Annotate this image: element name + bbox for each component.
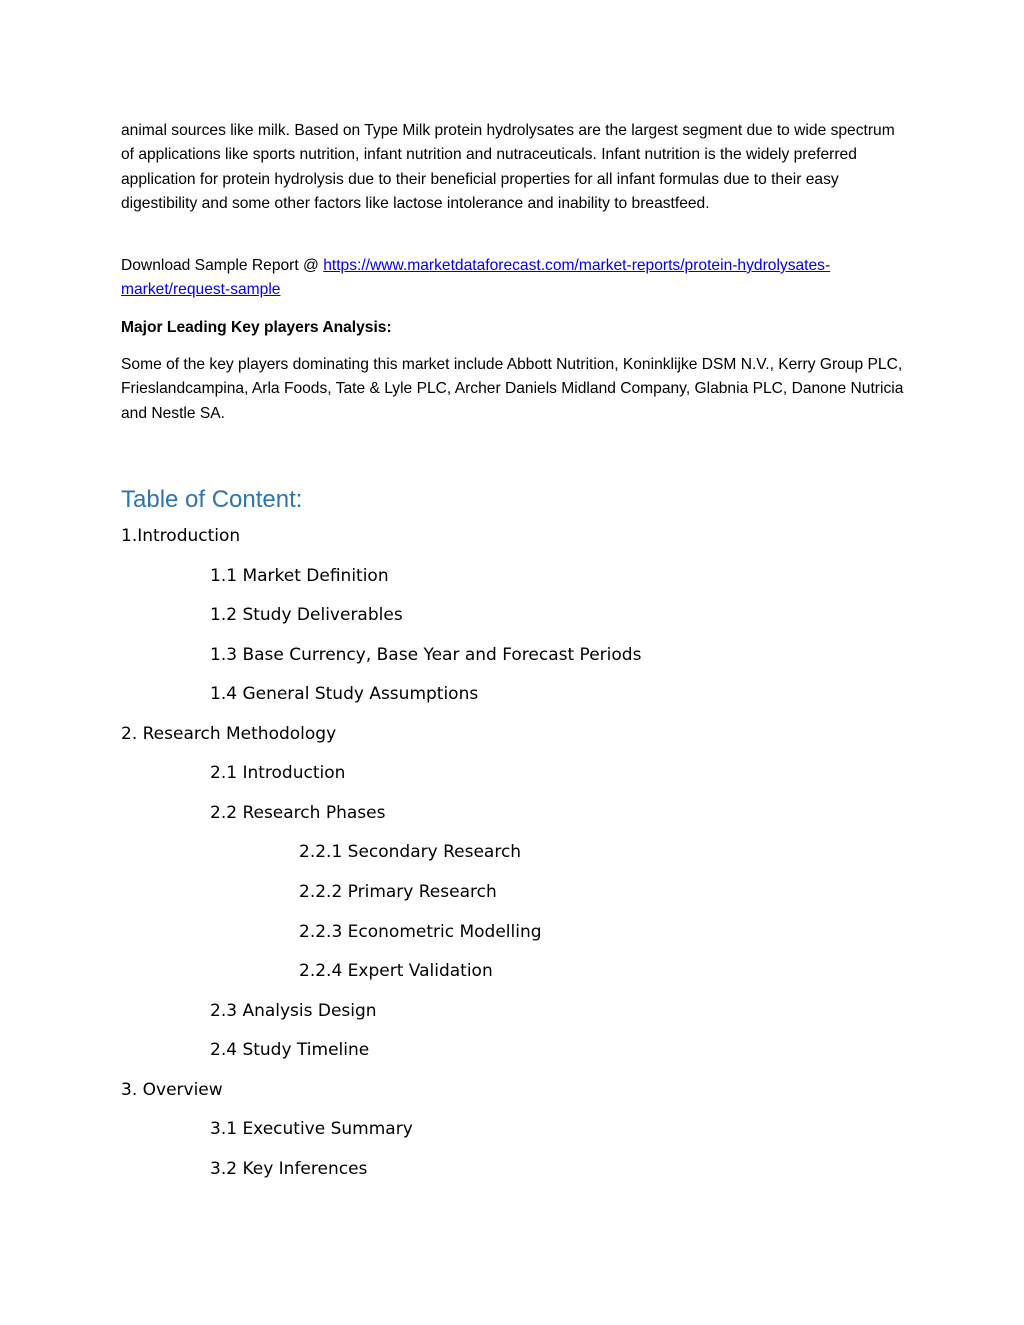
toc-item: 3. Overview: [121, 1080, 223, 1100]
toc-item: 1.1 Market Definition: [210, 566, 389, 586]
toc-item: 2. Research Methodology: [121, 724, 337, 744]
toc-item: 2.1 Introduction: [210, 763, 346, 783]
toc-item: 2.2.4 Expert Validation: [299, 961, 493, 981]
toc-item: 2.2 Research Phases: [210, 803, 386, 823]
toc-item: 1.Introduction: [121, 526, 241, 546]
download-label: Download Sample Report @: [121, 257, 324, 274]
toc-item: 2.2.2 Primary Research: [299, 882, 497, 902]
intro-paragraph: animal sources like milk. Based on Type Milk protein hydrolysates are the largest segment due to wide spectrum of applications like sports nutrition, infant nutrition and nutraceuticals. Infant nutrition is the widely preferred application for protein hydrolysis due to their beneficial properties for all infant formulas due to their easy digestibility and some other factors like lactose intolerance and inability to breastfeed.: [121, 122, 895, 212]
toc-item: 3.1 Executive Summary: [210, 1119, 413, 1139]
toc-item: 3.2 Key Inferences: [210, 1159, 368, 1179]
download-sample-paragraph: [121, 254, 905, 303]
toc-item: 1.4 General Study Assumptions: [210, 684, 479, 704]
key-players-paragraph: Some of the key players dominating this market include Abbott Nutrition, Koninklijke DSM N.V., Kerry Group PLC, Frieslandcampina, Arla Foods, Tate & Lyle PLC, Archer Daniels Midland Company, Glabnia PLC, Danone Nutricia and Nestle SA.: [121, 356, 904, 422]
toc-item: 2.2.1 Secondary Research: [299, 842, 522, 862]
toc-item: 1.3 Base Currency, Base Year and Forecast Periods: [210, 645, 642, 665]
toc-item: 2.3 Analysis Design: [210, 1001, 377, 1021]
sample-report-link[interactable]: https://www.marketdataforecast.com/market-reports/protein-hydrolysates-market/request-sample: [121, 257, 831, 299]
key-players-heading: Major Leading Key players Analysis:: [121, 319, 392, 336]
toc-item: 2.2.3 Econometric Modelling: [299, 922, 542, 942]
toc-item: 1.2 Study Deliverables: [210, 605, 403, 625]
toc-item: 2.4 Study Timeline: [210, 1040, 370, 1060]
toc-title: Table of Content:: [121, 486, 303, 513]
